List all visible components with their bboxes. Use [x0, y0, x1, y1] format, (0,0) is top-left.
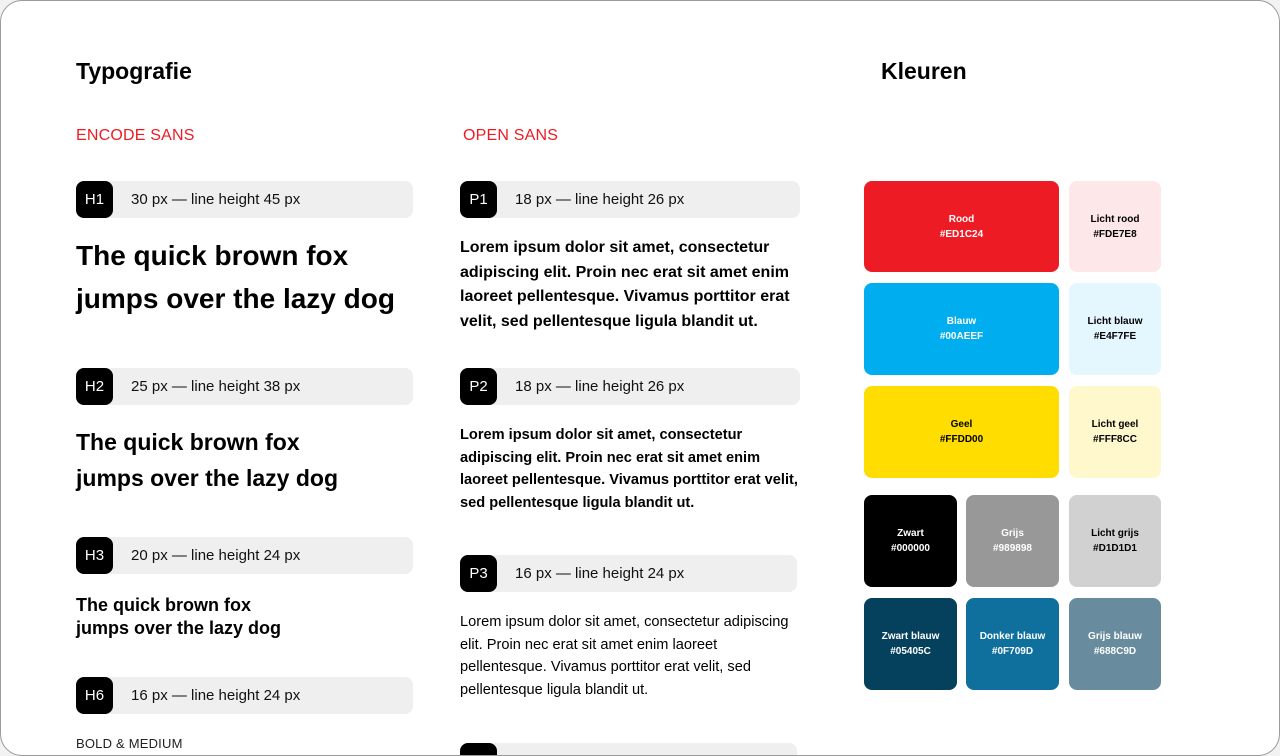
swatch-rood [864, 181, 1059, 272]
h2-sample-line2: jumps over the lazy dog [76, 465, 338, 491]
h2-spec-text: 25 px — line height 38 px [131, 378, 301, 395]
p3-spec [460, 555, 797, 592]
h6-spec-text: 16 px — line height 24 px [131, 687, 301, 704]
swatch-blauw-name: Blauw [946, 316, 977, 327]
p4-badge-partial [460, 743, 497, 756]
swatch-licht-geel-hex: #FFF8CC [1093, 434, 1137, 445]
h1-sample-line2: jumps over the lazy dog [76, 283, 395, 314]
swatch-geel-name: Geel [950, 419, 973, 430]
h1-sample [76, 234, 395, 320]
p2-sample: Lorem ipsum dolor sit amet, consectetur adipiscing elit. Proin nec erat sit amet enim laoreet pellentesque. Vivamus porttitor erat velit, sed pellentesque ligula blandit ut. [460, 427, 798, 511]
p2-badge: P2 [460, 368, 497, 405]
typography-title: Typografie [76, 58, 192, 84]
swatch-grijs-hex: #989898 [993, 543, 1032, 554]
h1-spec [76, 181, 413, 218]
h1-sample-line1: The quick brown fox [76, 240, 349, 271]
p3-sample: Lorem ipsum dolor sit amet, consectetur adipiscing elit. Proin nec erat sit amet enim laoreet pellentesque. Vivamus porttitor erat velit, sed pellentesque ligula blandit ut. [460, 614, 789, 698]
p3-badge: P3 [460, 555, 497, 592]
swatch-rood-name: Rood [948, 213, 975, 225]
h1-badge: H1 [76, 181, 113, 218]
swatch-geel-hex: #FFDD00 [939, 434, 984, 445]
swatch-donker-blauw-name: Donker blauw [979, 631, 1046, 642]
swatch-licht-blauw-hex: #E4F7FE [1093, 331, 1137, 342]
p2-spec-text: 18 px — line height 26 px [515, 378, 685, 395]
h3-badge: H3 [76, 537, 113, 574]
h3-spec [76, 537, 413, 574]
swatch-donker-blauw [966, 598, 1059, 690]
swatch-grijs-name: Grijs [1001, 528, 1024, 539]
swatch-licht-blauw [1069, 283, 1161, 375]
swatch-zwart-blauw [864, 598, 957, 690]
h2-badge: H2 [76, 368, 113, 405]
colors-title: Kleuren [881, 58, 967, 84]
h2-sample-line1: The quick brown fox [76, 429, 300, 455]
swatch-zwart-blauw-name: Zwart blauw [881, 631, 940, 642]
swatch-licht-geel-name: Licht geel [1091, 419, 1139, 430]
swatch-zwart-hex: #000000 [891, 543, 930, 554]
p4-spec-partial [460, 743, 797, 756]
swatch-grijs-blauw [1069, 598, 1161, 690]
p1-spec-text: 18 px — line height 26 px [515, 191, 685, 208]
swatch-grijs-blauw-name: Grijs blauw [1088, 631, 1142, 642]
p1-spec [460, 181, 800, 218]
h3-sample-line2: jumps over the lazy dog [76, 618, 282, 638]
open-sans-label: OPEN SANS [463, 127, 559, 144]
swatch-grijs [966, 495, 1059, 587]
swatch-licht-rood-hex: #FDE7E8 [1093, 228, 1137, 240]
p3-spec-text: 16 px — line height 24 px [515, 565, 685, 582]
swatch-licht-geel [1069, 386, 1161, 478]
h6-caption: BOLD & MEDIUM [76, 736, 183, 751]
swatch-licht-rood [1069, 181, 1161, 272]
swatch-licht-grijs-hex: #D1D1D1 [1093, 543, 1137, 554]
encode-sans-label: ENCODE SANS [76, 127, 195, 144]
swatch-licht-blauw-name: Licht blauw [1087, 316, 1143, 327]
swatch-licht-grijs-name: Licht grijs [1091, 528, 1139, 539]
p1-badge: P1 [460, 181, 497, 218]
h6-badge: H6 [76, 677, 113, 714]
h1-spec-text: 30 px — line height 45 px [131, 191, 301, 208]
h2-spec [76, 368, 413, 405]
swatch-zwart-blauw-hex: #05405C [890, 646, 931, 657]
swatch-zwart-name: Zwart [897, 528, 924, 539]
h2-sample [76, 424, 338, 496]
swatch-licht-rood-name: Licht rood [1090, 213, 1140, 225]
swatch-blauw [864, 283, 1059, 375]
h3-spec-text: 20 px — line height 24 px [131, 547, 301, 564]
p1-sample: Lorem ipsum dolor sit amet, consectetur adipiscing elit. Proin nec erat sit amet enim laoreet pellentesque. Vivamus porttitor erat velit, sed pellentesque ligula blandit ut. [460, 239, 790, 330]
swatch-zwart [864, 495, 957, 587]
swatch-geel [864, 386, 1059, 478]
h3-sample-line1: The quick brown fox [76, 595, 252, 615]
swatch-grijs-blauw-hex: #688C9D [1093, 646, 1137, 657]
h3-sample [76, 594, 281, 640]
swatch-donker-blauw-hex: #0F709D [991, 646, 1034, 657]
swatch-blauw-hex: #00AEEF [939, 331, 984, 342]
swatch-licht-grijs [1069, 495, 1161, 587]
swatch-rood-hex: #ED1C24 [939, 228, 984, 240]
h6-spec [76, 677, 413, 714]
p2-spec [460, 368, 800, 405]
